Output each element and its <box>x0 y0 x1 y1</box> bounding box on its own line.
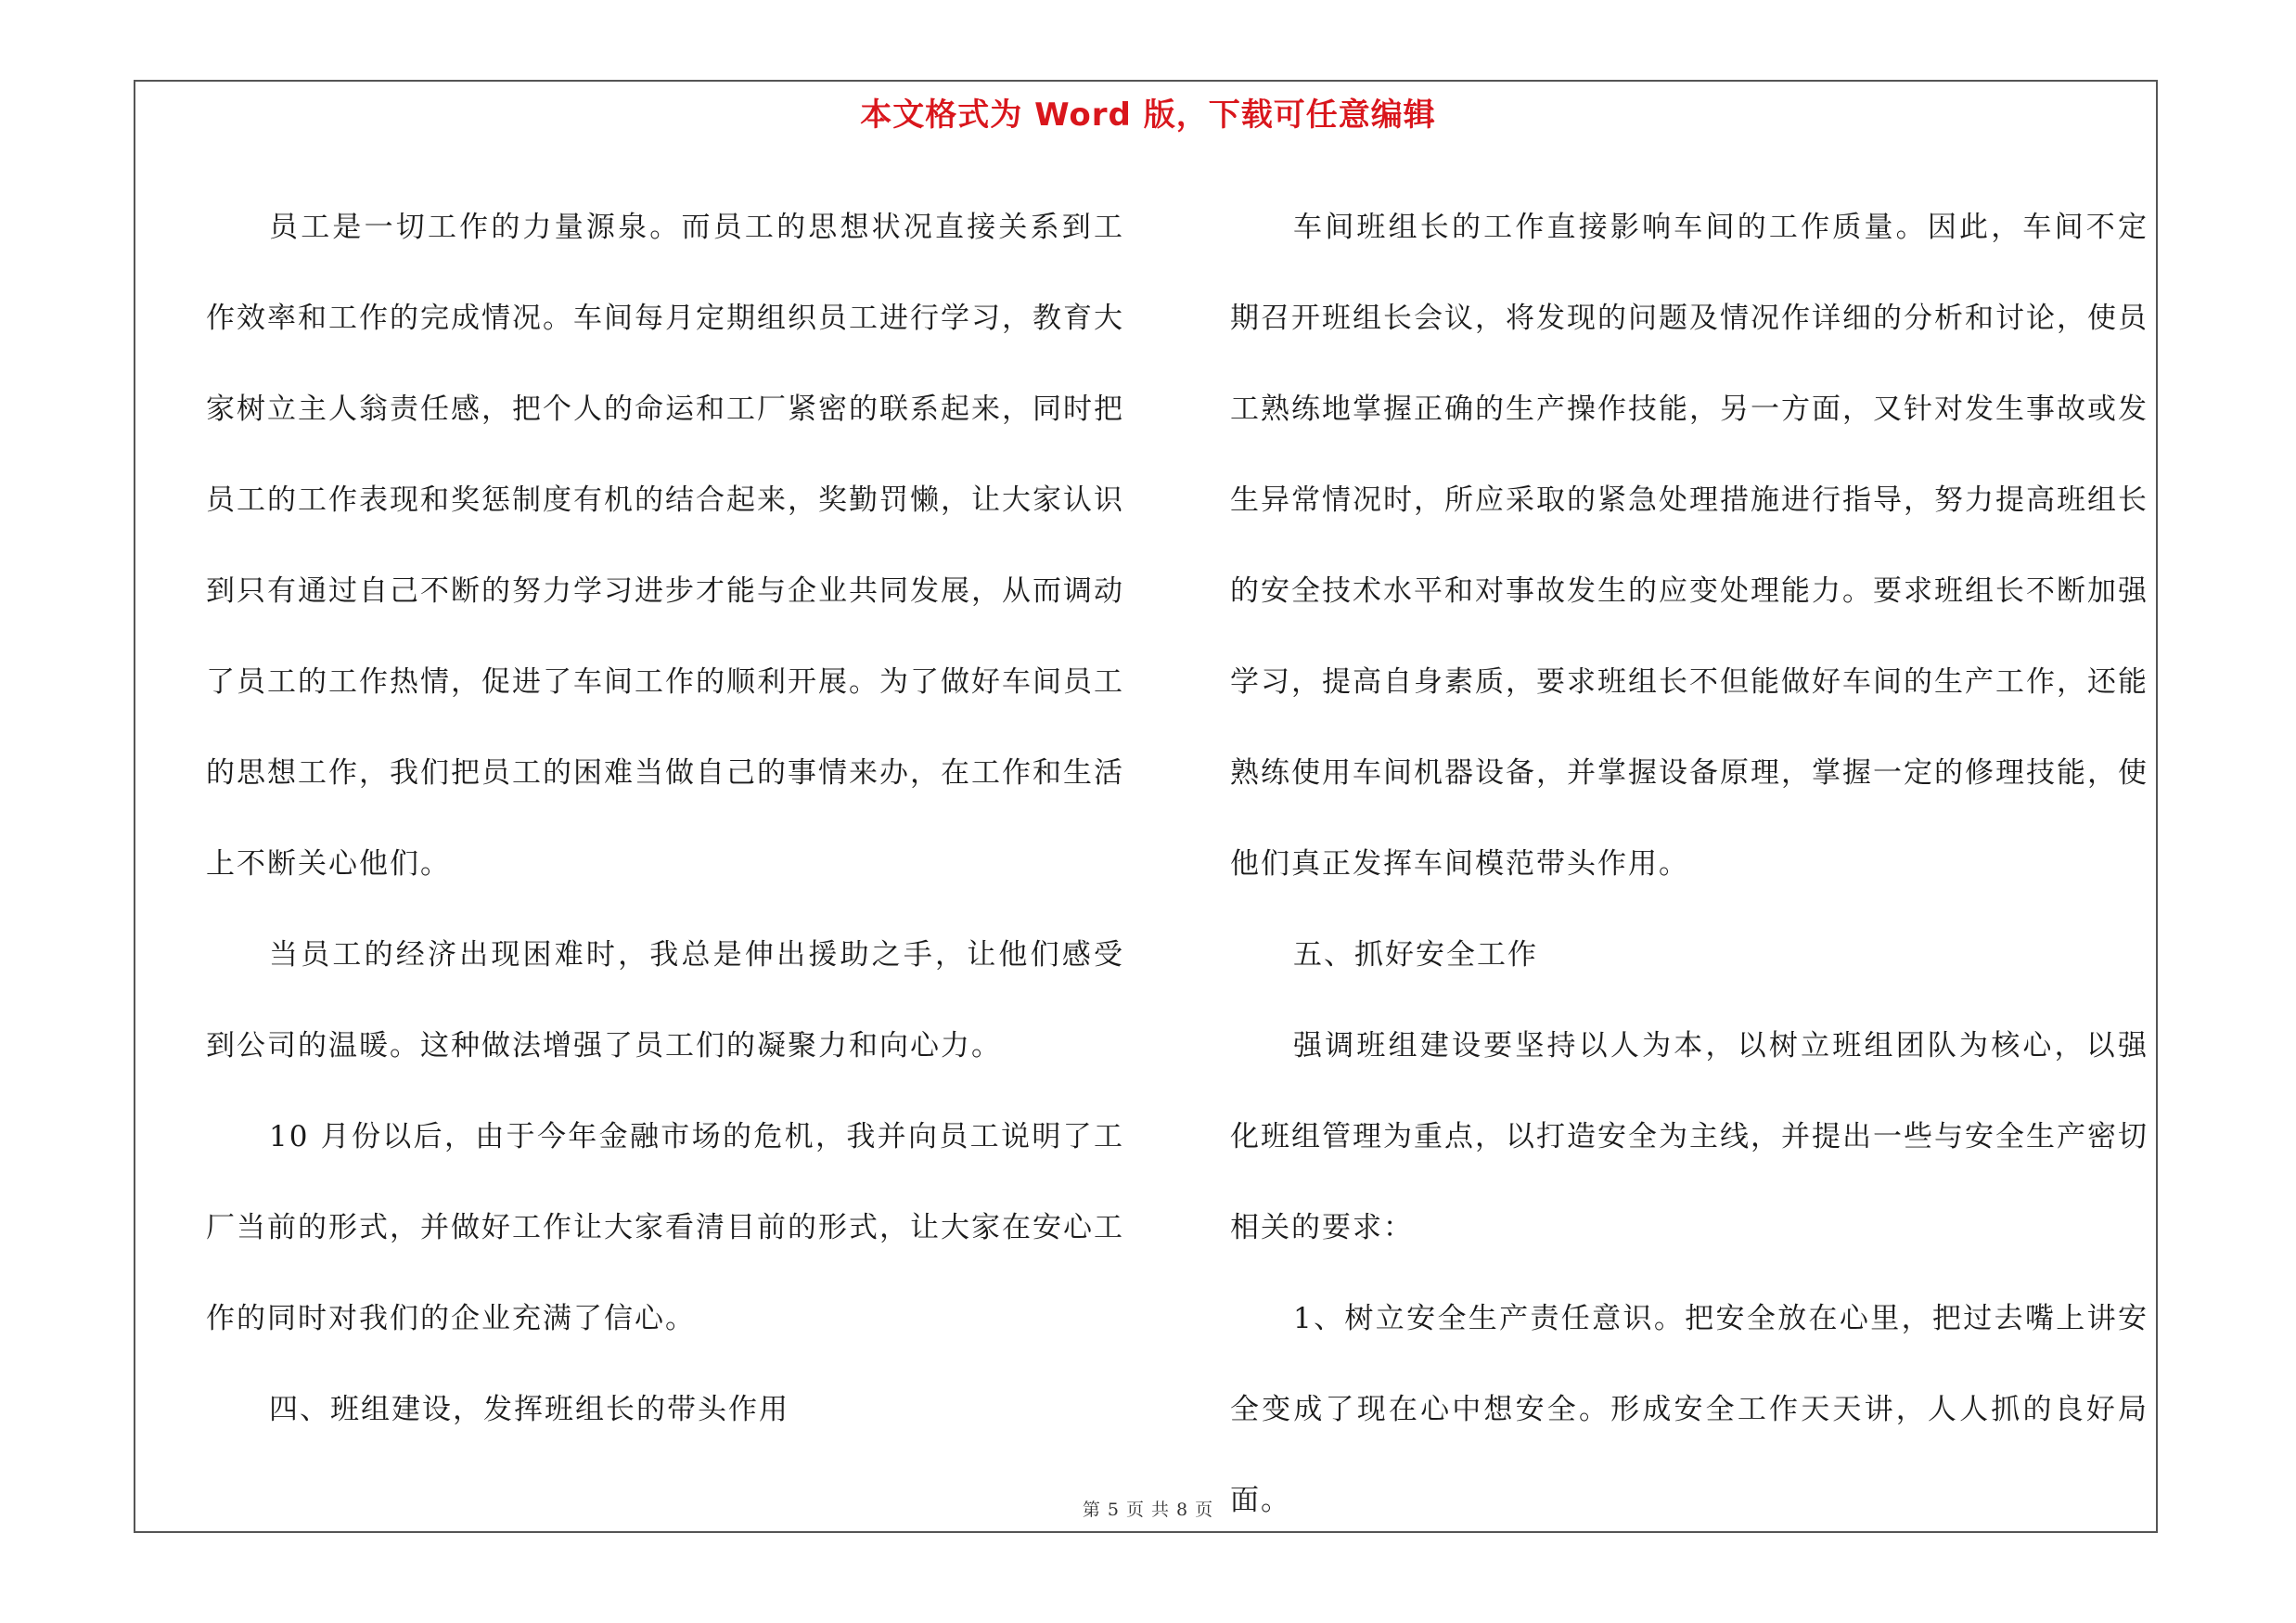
paragraph-team-leader-work: 车间班组长的工作直接影响车间的工作质量。因此，车间不定期召开班组长会议，将发现的问题及情况作详细的分析和讨论，使员工熟练地掌握正确的生产操作技能，另一方面，又针对发生事故或发生异常情况时，所应采取的紧急处理措施进行指导，努力提高班组长的安全技术水平和对事故发生的应变处理能力。要求班组长不断加强学习，提高自身素质，要求班组长不但能做好车间的生产工作，还能熟练使用车间机器设备，并掌握设备原理，掌握一定的修理技能，使他们真正发挥车间模范带头作用。 <box>1230 211 2148 881</box>
left-column <box>206 182 1124 1455</box>
right-column <box>1230 182 2148 1546</box>
paragraph-team-safety-requirements: 强调班组建设要坚持以人为本，以树立班组团队为核心，以强化班组管理为重点，以打造安全为主线，并提出一些与安全生产密切相关的要求： <box>1230 1029 2148 1244</box>
section-heading-safety-work: 五、抓好安全工作 <box>1293 938 1538 972</box>
page-number-footer: 第 5 页 共 8 页 <box>1082 1500 1214 1520</box>
paragraph-safety-responsibility: 1、树立安全生产责任意识。把安全放在心里，把过去嘴上讲安全变成了现在心中想安全。形成安全工作天天讲，人人抓的良好局面。 <box>1230 1302 2148 1517</box>
section-heading-team-building: 四、班组建设，发挥班组长的带头作用 <box>269 1393 789 1426</box>
paragraph-financial-help: 当员工的经济出现困难时，我总是伸出援助之手，让他们感受到公司的温暖。这种做法增强了员工们的凝聚力和向心力。 <box>206 938 1124 1063</box>
word-format-banner: 本文格式为 Word 版，下载可任意编辑 <box>860 97 1436 134</box>
paragraph-october-crisis: 10 月份以后，由于今年金融市场的危机，我并向员工说明了工厂当前的形式，并做好工作让大家看清目前的形式，让大家在安心工作的同时对我们的企业充满了信心。 <box>206 1120 1124 1335</box>
paragraph-employee-thought-work: 员工是一切工作的力量源泉。而员工的思想状况直接关系到工作效率和工作的完成情况。车间每月定期组织员工进行学习，教育大家树立主人翁责任感，把个人的命运和工厂紧密的联系起来，同时把员工的工作表现和奖惩制度有机的结合起来，奖勤罚懒，让大家认识到只有通过自己不断的努力学习进步才能与企业共同发展，从而调动了员工的工作热情，促进了车间工作的顺利开展。为了做好车间员工的思想工作，我们把员工的困难当做自己的事情来办，在工作和生活上不断关心他们。 <box>206 211 1124 881</box>
